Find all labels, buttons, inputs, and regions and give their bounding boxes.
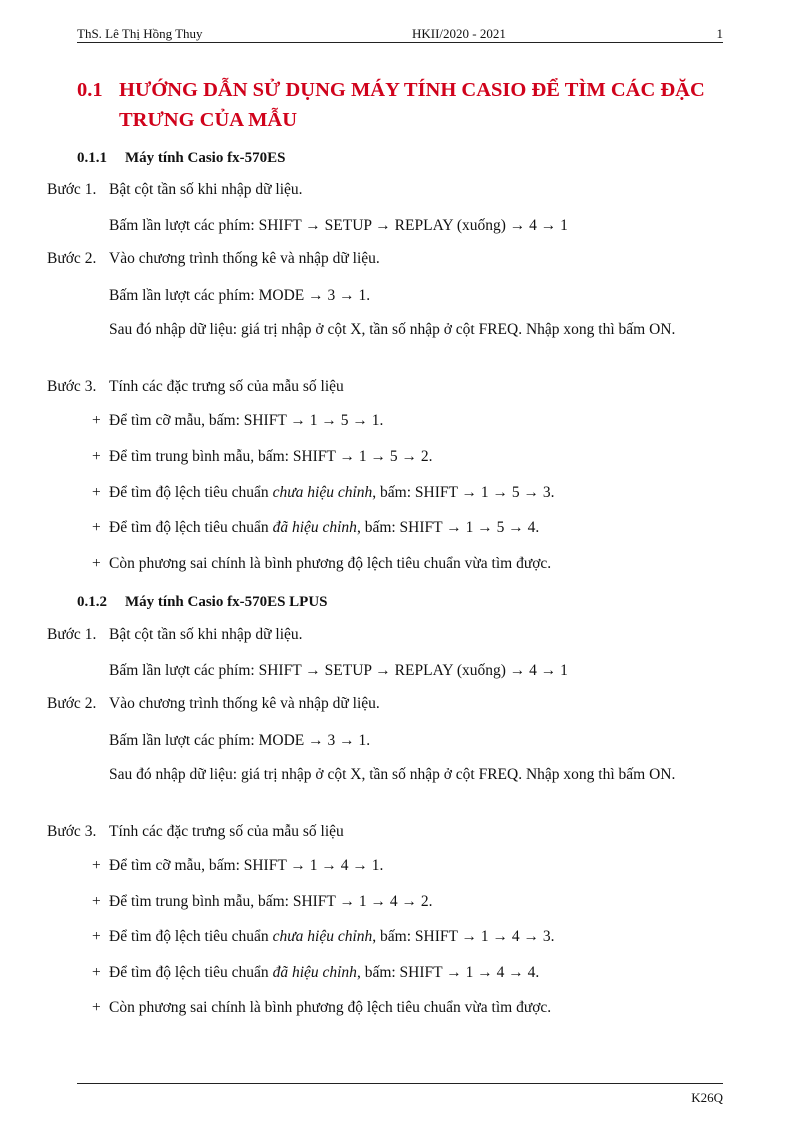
bullet-text-pre: Để tìm độ lệch tiêu chuẩn: [109, 484, 273, 501]
bullet-marker: +: [92, 857, 101, 874]
bullet-item: [92, 519, 732, 537]
subsection-heading-2: Máy tính Casio fx-570ES LPUS: [125, 594, 328, 610]
step-text: Bật cột tần số khi nhập dữ liệu.: [109, 626, 303, 643]
bullet-text-emphasis: đã hiệu chỉnh: [272, 519, 357, 536]
bullet-item: [92, 964, 732, 982]
bullet-marker: +: [92, 893, 101, 910]
step-text: Tính các đặc trưng số của mẫu số liệu: [109, 378, 344, 395]
step-text: Bật cột tần số khi nhập dữ liệu.: [109, 181, 303, 198]
footer-code: K26Q: [691, 1090, 723, 1105]
step-label: Bước 3.: [47, 823, 97, 840]
bullet-text-emphasis: chưa hiệu chỉnh: [272, 484, 373, 501]
step-label: Bước 2.: [47, 250, 97, 267]
step-2-a-detail-1: Bấm lần lượt các phím: MODE → 3 → 1.: [109, 287, 371, 304]
bullet-text-post: , bấm: SHIFT → 1 → 5 → 4.: [356, 519, 540, 536]
step-2-b-detail-1: Bấm lần lượt các phím: MODE → 3 → 1.: [109, 732, 371, 749]
subsection-title-2: [77, 594, 328, 611]
subsection-number-2: 0.1.2: [77, 594, 107, 610]
bullet-text-emphasis: đã hiệu chỉnh: [272, 964, 357, 981]
bullet-item: [92, 857, 732, 875]
step-text: Vào chương trình thống kê và nhập dữ liệu.: [109, 250, 380, 267]
bullet-marker: +: [92, 928, 101, 945]
step-3-a: [47, 378, 737, 396]
section-number: 0.1: [77, 79, 103, 101]
bullet-item: [92, 928, 732, 946]
bullet-text: Để tìm trung bình mẫu, bấm: SHIFT → 1 → 5 → 2.: [109, 448, 433, 465]
bullet-marker: +: [92, 448, 101, 465]
bullet-text-emphasis: chưa hiệu chỉnh: [272, 928, 373, 945]
step-label: Bước 2.: [47, 695, 97, 712]
step-3-b: [47, 823, 737, 841]
step-1-a-detail: Bấm lần lượt các phím: SHIFT → SETUP → REPLAY (xuống) → 4 → 1: [109, 217, 568, 234]
step-label: Bước 1.: [47, 626, 97, 643]
header-semester: HKII/2020 - 2021: [412, 26, 506, 41]
header-page-number: 1: [716, 26, 723, 41]
bullet-text: Còn phương sai chính là bình phương độ lệch tiêu chuẩn vừa tìm được.: [109, 999, 552, 1016]
bullet-marker: +: [92, 412, 101, 429]
header-author: ThS. Lê Thị Hồng Thuy: [77, 26, 203, 41]
bullet-item: [92, 412, 732, 430]
bullet-item: [92, 555, 732, 573]
bullet-marker: +: [92, 964, 101, 981]
bullet-text: Còn phương sai chính là bình phương độ lệch tiêu chuẩn vừa tìm được.: [109, 555, 552, 572]
step-1-b-detail: Bấm lần lượt các phím: SHIFT → SETUP → REPLAY (xuống) → 4 → 1: [109, 662, 568, 679]
step-2-a: [47, 250, 737, 268]
bullet-marker: +: [92, 999, 101, 1016]
bullet-marker: +: [92, 484, 101, 501]
subsection-number-1: 0.1.1: [77, 150, 107, 166]
bullet-text-pre: Để tìm độ lệch tiêu chuẩn: [109, 928, 273, 945]
step-1-b: [47, 626, 737, 644]
step-label: Bước 1.: [47, 181, 97, 198]
bullet-item: [92, 893, 732, 911]
bullet-text: Để tìm cỡ mẫu, bấm: SHIFT → 1 → 4 → 1.: [109, 857, 384, 874]
bullet-marker: +: [92, 519, 101, 536]
bullet-marker: +: [92, 555, 101, 572]
bullet-text: Để tìm cỡ mẫu, bấm: SHIFT → 1 → 5 → 1.: [109, 412, 384, 429]
bullet-text-post: , bấm: SHIFT → 1 → 4 → 4.: [356, 964, 540, 981]
step-1-a: [47, 181, 737, 199]
bullet-item: [92, 999, 732, 1017]
step-2-a-detail-2: Sau đó nhập dữ liệu: giá trị nhập ở cột X, tần số nhập ở cột FREQ. Nhập xong thì bấm ON.: [109, 321, 676, 338]
bullet-text-pre: Để tìm độ lệch tiêu chuẩn: [109, 519, 273, 536]
step-text: Tính các đặc trưng số của mẫu số liệu: [109, 823, 344, 840]
subsection-heading-1: Máy tính Casio fx-570ES: [125, 150, 286, 166]
bullet-text-pre: Để tìm độ lệch tiêu chuẩn: [109, 964, 273, 981]
step-2-b: [47, 695, 737, 713]
bullet-text: Để tìm trung bình mẫu, bấm: SHIFT → 1 → 4 → 2.: [109, 893, 433, 910]
page-header: [77, 24, 723, 43]
bullet-text-post: , bấm: SHIFT → 1 → 5 → 3.: [372, 484, 555, 501]
step-2-b-detail-2: Sau đó nhập dữ liệu: giá trị nhập ở cột X, tần số nhập ở cột FREQ. Nhập xong thì bấm ON.: [109, 766, 676, 783]
section-heading: HƯỚNG DẪN SỬ DỤNG MÁY TÍNH CASIO ĐỂ TÌM CÁC ĐẶC TRƯNG CỦA MẪU: [119, 79, 705, 131]
step-text: Vào chương trình thống kê và nhập dữ liệu.: [109, 695, 380, 712]
step-label: Bước 3.: [47, 378, 97, 395]
footer-divider: [77, 1083, 723, 1084]
bullet-item: [92, 448, 732, 466]
bullet-text-post: , bấm: SHIFT → 1 → 4 → 3.: [372, 928, 555, 945]
subsection-title-1: [77, 150, 285, 167]
bullet-item: [92, 484, 732, 502]
